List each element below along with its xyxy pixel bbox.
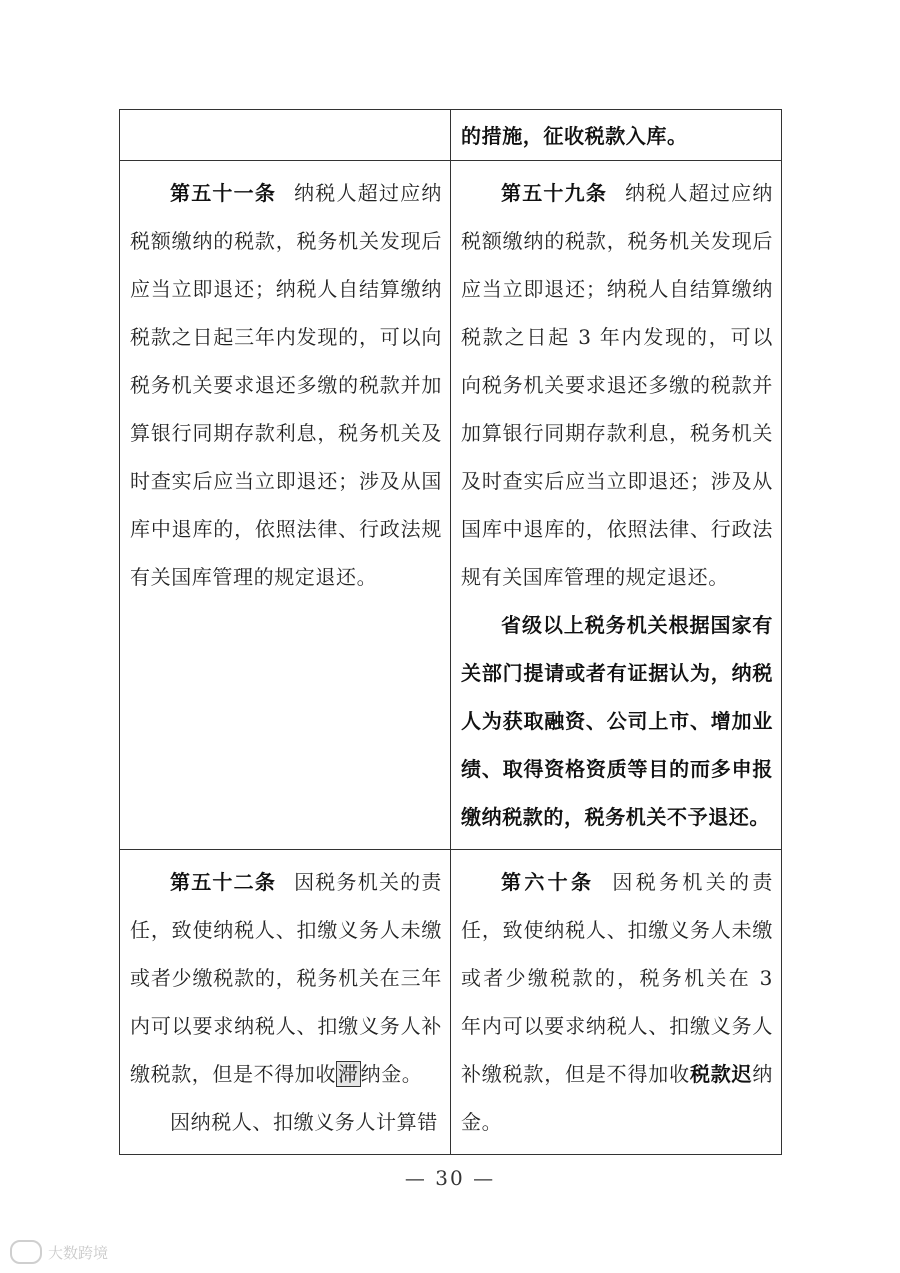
table-cell-left: [120, 161, 451, 850]
paragraph: 的措施，征收税款入库。: [461, 124, 688, 148]
article-text: 纳税人超过应纳税额缴纳的税款，税务机关发现后应当立即退还；纳税人自结算缴纳税款之日起三年内发现的，可以向税务机关要求退还多缴的税款并加算银行同期存款利息，税务机关及时查实后应当立即退还；涉及从国库中退库的，依照法律、行政法规有关国库管理的规定退还。: [130, 181, 443, 589]
page-number: — 30 —: [404, 1166, 496, 1190]
article-number: 第五十二条: [170, 870, 277, 894]
table-cell-right: [451, 161, 782, 850]
watermark: [10, 1240, 108, 1264]
article-text: 因税务机关的责任，致使纳税人、扣缴义务人未缴或者少缴税款的，税务机关在三年内可以要求纳税人、扣缴义务人补缴税款，但是不得加收: [130, 870, 443, 1086]
paragraph: 因纳税人、扣缴义务人计算错: [170, 1110, 438, 1134]
paragraph: [461, 858, 773, 1146]
article-text: 纳税人超过应纳税额缴纳的税款，税务机关发现后应当立即退还；纳税人自结算缴纳税款之日起 3 年内发现的，可以向税务机关要求退还多缴的税款并加算银行同期存款利息，税务机关及时查实后应当立即退还；涉及从国库中退库的，依照法律、行政法规有关国库管理的规定退还。: [461, 181, 774, 589]
paragraph-added: 省级以上税务机关根据国家有关部门提请或者有证据认为，纳税人为获取融资、公司上市、增加业绩、取得资格资质等目的而多申报缴纳税款的，税务机关不予退还。: [461, 613, 773, 829]
article-number: 第五十一条: [170, 181, 277, 205]
watermark-logo-icon: [10, 1240, 42, 1264]
table-cell-right: [451, 110, 782, 161]
article-text-end: 纳金。: [461, 1062, 773, 1134]
table-cell-left: [120, 850, 451, 1155]
highlighted-char: 滞: [338, 1062, 359, 1086]
comparison-table: [119, 109, 782, 1155]
article-text: 因税务机关的责任，致使纳税人、扣缴义务人未缴或者少缴税款的，税务机关在 3 年内可以要求纳税人、扣缴义务人补缴税款，但是不得加收: [461, 870, 773, 1086]
paragraph: [130, 858, 442, 1098]
watermark-text: 大数跨境: [48, 1244, 109, 1262]
table-cell-left: [120, 110, 451, 161]
article-text-end: 纳金。: [360, 1062, 423, 1086]
table-row: [120, 110, 782, 161]
table-row: [120, 850, 782, 1155]
article-number: 第六十条: [501, 870, 595, 894]
table-cell-right: [451, 850, 782, 1155]
table-row: [120, 161, 782, 850]
changed-text: 税款迟: [689, 1062, 753, 1086]
paragraph: [130, 169, 442, 601]
paragraph: [461, 169, 773, 601]
article-number: 第五十九条: [501, 181, 608, 205]
